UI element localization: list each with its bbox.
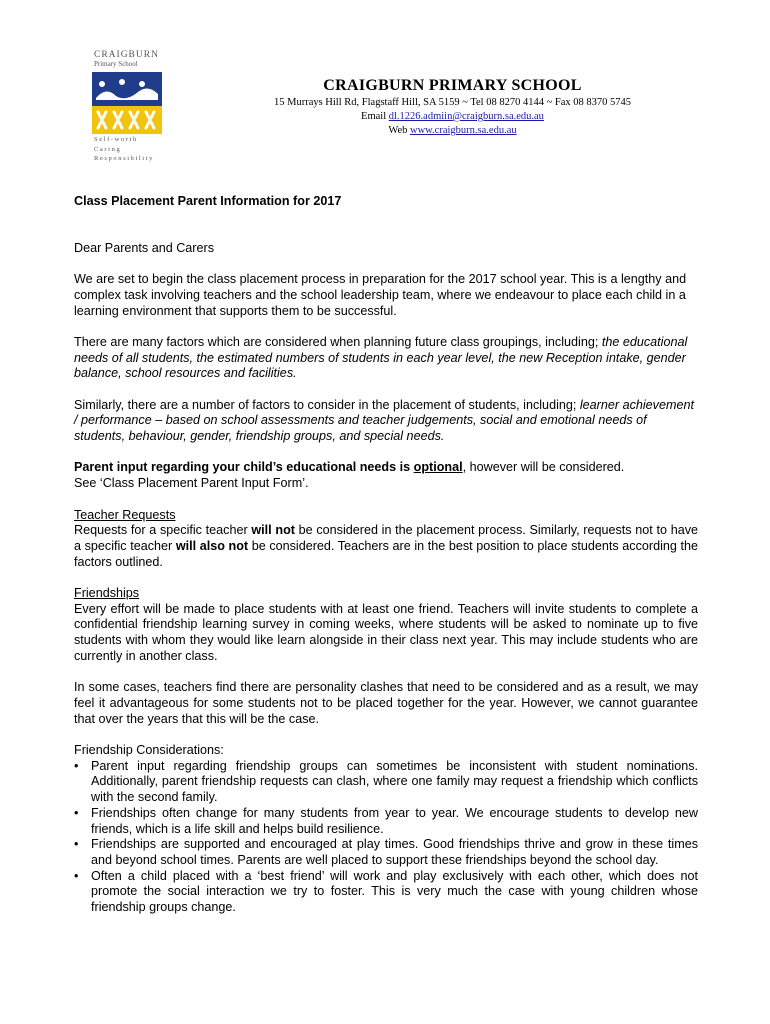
logo-emblem xyxy=(92,72,162,134)
web-link[interactable]: www.craigburn.sa.edu.au xyxy=(409,125,517,136)
parent-input-paragraph xyxy=(74,460,698,476)
address-line: 15 Murrays Hill Rd, Flagstaff Hill, SA 5159 ~ Tel 08 8270 4144 ~ Fax 08 8370 5745 xyxy=(273,97,632,108)
planning-factors-paragraph xyxy=(74,335,698,382)
bullet-icon: • xyxy=(74,837,79,852)
optional-emphasis: optional xyxy=(413,460,463,475)
list-item-text: Friendships often change for many students from year to year. We encourage students to develop new friends, which is a life skill and helps build resilience. xyxy=(91,805,698,836)
considerations-list xyxy=(74,759,698,916)
friendships-heading: Friendships xyxy=(74,586,140,601)
email-label: Email xyxy=(361,111,387,122)
parent-input-rest: , however will be considered. xyxy=(462,460,625,475)
planning-factors-text: There are many factors which are considered when planning future class groupings, including; xyxy=(74,334,602,349)
email-line xyxy=(180,110,725,124)
bullet-icon: • xyxy=(74,805,79,820)
letterhead xyxy=(180,76,725,138)
web-line xyxy=(180,124,725,138)
will-also-not-emphasis: will also not xyxy=(175,538,249,553)
teacher-text-c: be considered in the placement process. Similarly, requests not to have a specific teacher xyxy=(74,523,699,553)
friendships-paragraph-1: Every effort will be made to place students with at least one friend. Teachers will invite students to complete a confidential friendship learning survey in coming weeks, where students will be asked to nominate up to five students with whom they would like learn alongside in their class next year. This may include students who are currently in another class. xyxy=(74,601,698,663)
teacher-text-a: Requests for a specific teacher xyxy=(74,523,252,538)
teacher-requests-paragraph xyxy=(74,523,698,570)
list-item-text: Parent input regarding friendship groups can sometimes be inconsistent with student nominations. Additionally, parent friendship requests can clash, where one family may request a friendship which conflicts with the second family. xyxy=(91,758,698,805)
placement-factors-list: learner achievement / performance – based on school assessments and teacher judgements, social and emotional needs of students, behaviour, gender, friendship groups, and special needs. xyxy=(74,397,694,444)
bullet-icon: • xyxy=(74,758,79,773)
document-title: Class Placement Parent Information for 2017 xyxy=(74,194,342,208)
logo-name: CRAIGBURN xyxy=(94,50,159,60)
email-link[interactable]: dl.1226.admiin@craigburn.sa.edu.au xyxy=(388,111,544,122)
list-item xyxy=(74,837,698,868)
input-form-reference: See ‘Class Placement Parent Input Form’. xyxy=(74,476,309,491)
list-item xyxy=(74,759,698,806)
considerations-heading: Friendship Considerations: xyxy=(74,743,224,758)
parent-input-bold: Parent input regarding your child’s educational needs is xyxy=(74,460,414,475)
friendships-paragraph-2: In some cases, teachers find there are personality clashes that need to be considered and as a result, we may feel it advantageous for some students not to be placed together for the year. However, we cannot guarantee that over the years that this will be the case. xyxy=(74,680,698,726)
placement-factors-text: Similarly, there are a number of factors to consider in the placement of students, including; xyxy=(74,397,580,412)
logo-tagline-1: Self-worth xyxy=(94,136,138,143)
logo-tagline-3: Responsibility xyxy=(94,155,154,162)
placement-factors-paragraph xyxy=(74,398,698,445)
web-label: Web xyxy=(388,125,408,136)
planning-factors-list: the educational needs of all students, the estimated numbers of students in each year level, the new Reception intake, gender balance, school resources and facilities. xyxy=(74,334,688,381)
school-logo xyxy=(92,50,172,163)
list-item xyxy=(74,806,698,837)
school-name: CRAIGBURN PRIMARY SCHOOL xyxy=(323,77,582,94)
list-item xyxy=(74,869,698,916)
list-item-text: Often a child placed with a ‘best friend’ will work and play exclusively with each other, which does not promote the social interaction we try to foster. This is very much the case with young children whose friendship groups change. xyxy=(91,868,698,915)
teacher-text-e: be considered. Teachers are in the best position to place students according the factors outlined. xyxy=(74,538,698,569)
list-item-text: Friendships are supported and encouraged at play times. Good friendships thrive and grow in these times and beyond school times. Parents are well placed to support these friendships beyond the school day. xyxy=(91,837,698,867)
logo-tagline-2: Caring xyxy=(94,145,122,153)
letter-body xyxy=(74,194,698,916)
bullet-icon: • xyxy=(74,868,79,883)
logo-subtitle: Primary School xyxy=(94,60,138,68)
salutation: Dear Parents and Carers xyxy=(74,240,214,255)
will-not-emphasis: will not xyxy=(251,523,295,538)
intro-paragraph: We are set to begin the class placement process in preparation for the 2017 school year. This is a lengthy and complex task involving teachers and the school leadership team, where we endeavour to place each child in a learning environment that supports them to be successful. xyxy=(74,272,687,318)
teacher-requests-heading: Teacher Requests xyxy=(74,507,176,522)
